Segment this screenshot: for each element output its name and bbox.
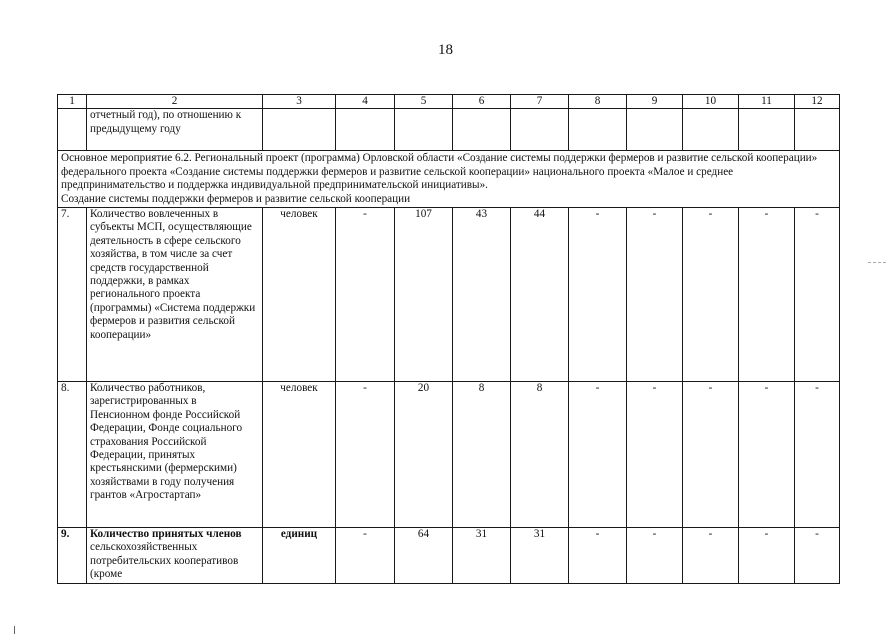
value-cell: - (627, 528, 683, 584)
value-cell: - (569, 208, 627, 382)
value-cell: 31 (453, 528, 511, 584)
column-header: 1 (58, 95, 87, 109)
value-cell: - (336, 528, 395, 584)
column-header: 5 (395, 95, 453, 109)
value-cell: 8 (453, 382, 511, 528)
value-cell: - (683, 382, 739, 528)
value-cell: - (795, 208, 840, 382)
value-cell: - (627, 382, 683, 528)
continuation-row (58, 109, 840, 151)
scan-margin-mark (14, 626, 15, 634)
column-header: 12 (795, 95, 840, 109)
value-cell: - (739, 208, 795, 382)
unit-cell: человек (263, 208, 336, 382)
table-row (58, 528, 840, 584)
column-header: 11 (739, 95, 795, 109)
value-cell: 64 (395, 528, 453, 584)
value-cell: 43 (453, 208, 511, 382)
value-cell: - (739, 528, 795, 584)
column-header: 9 (627, 95, 683, 109)
row-number-cell (58, 109, 87, 151)
column-number-row (58, 95, 840, 109)
value-cell: - (739, 382, 795, 528)
section-title: Основное мероприятие 6.2. Региональный проект (программа) Орловской области «Создание системы поддержки фермеров и развитие сельской кооперации» федерального проекта «Создание системы поддержки фермеров и развитие сельской кооперации» национального проекта «Малое и среднее предпринимательство и поддержка индивидуальной предпринимательской инициативы». (61, 152, 818, 192)
indicator-name-cell: Количество вовлеченных в субъекты МСП, осуществляющие деятельность в сфере сельского хозяйства, в том числе за счет средств государственной поддержки, в рамках регионального проекта (программы) «Система поддержки фермеров и развития сельской кооперации» (87, 208, 263, 382)
column-header: 3 (263, 95, 336, 109)
value-cell: - (336, 208, 395, 382)
section-cell (58, 151, 840, 208)
value-cell: - (336, 382, 395, 528)
value-cell: 31 (511, 528, 569, 584)
value-cell: - (683, 208, 739, 382)
indicator-name-cell: отчетный год), по отношению к предыдущему году (87, 109, 263, 151)
value-cell: 44 (511, 208, 569, 382)
column-header: 10 (683, 95, 739, 109)
indicators-table (57, 94, 840, 584)
value-cell: - (569, 382, 627, 528)
section-subtitle: Создание системы поддержки фермеров и развитие сельской кооперации (61, 192, 411, 205)
page-number: 18 (438, 42, 453, 58)
column-header: 2 (87, 95, 263, 109)
value-cell: - (683, 528, 739, 584)
value-cell: - (795, 528, 840, 584)
unit-cell: единиц (263, 528, 336, 584)
column-header: 4 (336, 95, 395, 109)
indicator-name-cell: Количество работников, зарегистрированных в Пенсионном фонде Российской Федерации, Фонде социального страхования Российской Федерации, принятых крестьянскими (фермерскими) хозяйствами в году получения грантов «Агростартап» (87, 382, 263, 528)
value-cell: 107 (395, 208, 453, 382)
indicator-name-cell (87, 528, 263, 584)
value-cell: 8 (511, 382, 569, 528)
section-row (58, 151, 840, 208)
column-header: 8 (569, 95, 627, 109)
table-row (58, 208, 840, 382)
row-number-cell: 7. (58, 208, 87, 382)
row-number-cell: 9. (58, 528, 87, 584)
column-header: 6 (453, 95, 511, 109)
scan-margin-mark (868, 262, 886, 263)
value-cell: - (795, 382, 840, 528)
row-number-cell: 8. (58, 382, 87, 528)
value-cell: 20 (395, 382, 453, 528)
unit-cell: человек (263, 382, 336, 528)
table-row (58, 382, 840, 528)
value-cell: - (627, 208, 683, 382)
indicator-name-rest: сельскохозяйственных потребительских кооперативов (кроме (90, 541, 239, 581)
column-header: 7 (511, 95, 569, 109)
value-cell: - (569, 528, 627, 584)
indicator-name-lead: Количество принятых членов (90, 528, 242, 541)
